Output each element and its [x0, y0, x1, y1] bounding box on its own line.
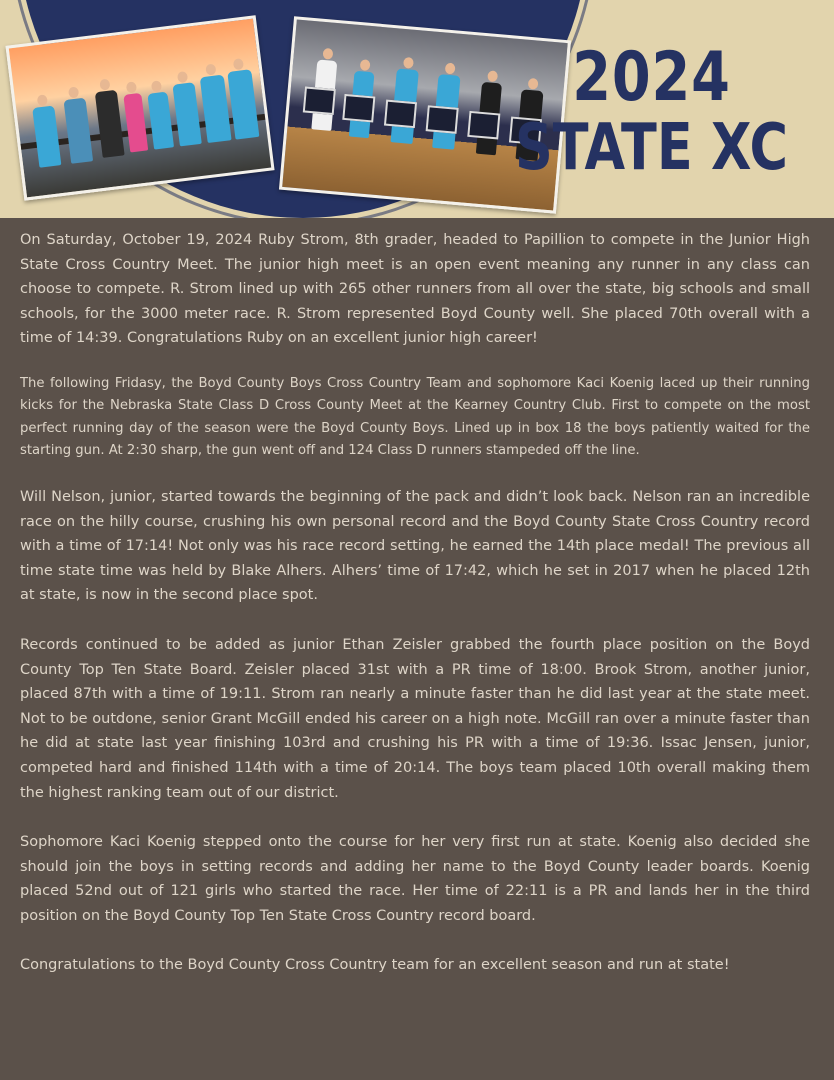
- runner-head: [487, 70, 498, 82]
- runner-head: [403, 57, 414, 69]
- runner-head: [126, 81, 137, 93]
- runner-figure: [123, 93, 148, 153]
- runner-head: [323, 48, 334, 60]
- runner-figure: [95, 90, 125, 158]
- team-group-photo: [5, 15, 274, 201]
- runner-head: [99, 79, 110, 91]
- runner-head: [360, 59, 371, 71]
- runner-figure: [172, 82, 201, 146]
- runner-head: [233, 58, 244, 70]
- poster-board: [426, 105, 459, 134]
- article-paragraph: Records continued to be added as junior Ethan Zeisler grabbed the fourth place position on the Boyd County Top Ten State Board. Zeisler placed 31st with a PR time of 18:00. Brook Strom, another junior, placed 87th with a time of 19:11. Strom ran nearly a minute faster than he did last year at the state meet. Not to be outdone, senior Grant McGill ended his career on a high note. McGill ran over a minute faster than he did at state last year finishing 103rd and crushing his PR with a time of 19:36. Issac Jensen, junior, competed hard and finished 114th with a time of 20:14. The boys team placed 10th overall making them the highest ranking team out of our district.: [20, 636, 810, 801]
- article-paragraph: The following Fridasy, the Boyd County Boys Cross Country Team and sophomore Kaci Koenig laced up their running kicks for the Nebraska State Class D Cross County Meet at the Kearney Country Club. First to compete on the most perfect running day of the season were the Boyd County Boys. Lined up in box 18 the boys patiently waited for the starting gun. At 2:30 sharp, the gun went off and 124 Class D runners stampeded off the line.: [20, 375, 810, 459]
- article-paragraph: Will Nelson, junior, started towards the beginning of the pack and didn’t look back. Nelson ran an incredible race on the hilly course, crushing his own personal record and the Boyd County State Cross Country record with a time of 17:14! Not only was his race record setting, he earned the 14th place medal! The previous all time state time was held by Blake Alhers. Alhers’ time of 17:42, which he set in 2017 when he placed 12th at state, is now in the second place spot.: [20, 488, 810, 604]
- article-paragraph: Congratulations to the Boyd County Cross Country team for an excellent season and run at state!: [20, 957, 730, 974]
- runner-figure: [63, 98, 93, 164]
- runner-head: [177, 71, 188, 83]
- article-body: [20, 228, 810, 978]
- runner-head: [205, 64, 216, 76]
- runner-figure: [227, 69, 259, 139]
- poster-board: [342, 94, 375, 123]
- article-paragraph: On Saturday, October 19, 2024 Ruby Strom, 8th grader, headed to Papillion to compete in the Junior High State Cross Country Meet. The junior high meet is an open event meaning any runner in any class can choose to compete. R. Strom lined up with 265 other runners from all over the state, big schools and small schools, for the 3000 meter race. R. Strom represented Boyd County well. She placed 70th overall with a time of 14:39. Congratulations Ruby on an excellent junior high career!: [20, 232, 810, 347]
- runner-head: [151, 80, 162, 92]
- title-year: 2024: [572, 38, 731, 117]
- runner-figure: [147, 92, 174, 150]
- runner-head: [445, 63, 456, 75]
- poster-board: [384, 100, 417, 129]
- runner-figure: [32, 105, 61, 167]
- header-banner: [0, 0, 834, 218]
- poster-board: [303, 86, 336, 115]
- page-title: [514, 38, 789, 185]
- poster-board: [467, 111, 500, 140]
- runner-figure: [200, 75, 232, 143]
- title-subtitle: STATE XC: [514, 111, 789, 185]
- runner-head: [37, 94, 48, 106]
- article-paragraph: Sophomore Kaci Koenig stepped onto the course for her very first run at state. Koenig also decided she should join the boys in setting records and adding her name to the Boyd County leader boards. Koenig placed 52nd out of 121 girls who started the race. Her time of 22:11 is a PR and lands her in the third position on the Boyd County Top Ten State Cross Country record board.: [20, 834, 810, 924]
- runner-head: [68, 86, 79, 98]
